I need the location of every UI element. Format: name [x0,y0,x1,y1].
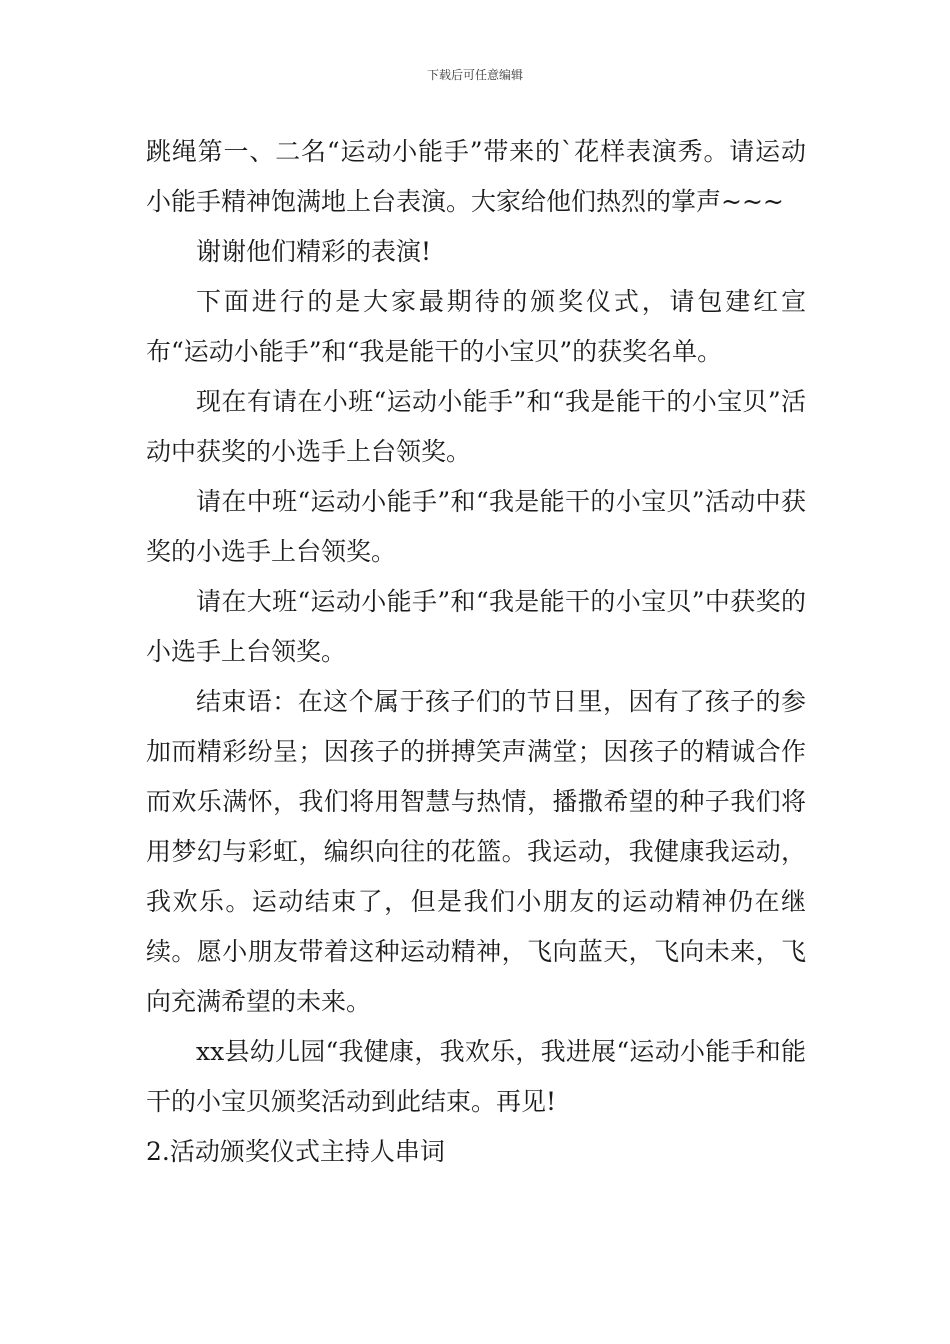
paragraph-5: 请在中班“运动小能手”和“我是能干的小宝贝”活动中获奖的小选手上台领奖。 [146,487,806,566]
document-body [146,127,806,1177]
paragraph-8: xx县幼儿园“我健康，我欢乐，我进展“运动小能手和能干的小宝贝颁奖活动到此结束。再见! [146,1037,806,1116]
page-header-note: 下载后可任意编辑 [426,68,523,82]
paragraph-4: 现在有请在小班“运动小能手”和“我是能干的小宝贝”活动中获奖的小选手上台领奖。 [146,387,806,466]
paragraph-7: 结束语：在这个属于孩子们的节日里，因有了孩子的参加而精彩纷呈；因孩子的拼搏笑声满堂；因孩子的精诚合作而欢乐满怀，我们将用智慧与热情，播撒希望的种子我们将用梦幻与彩虹，编织向往的花篮。我运动，我健康我运动，我欢乐。运动结束了，但是我们小朋友的运动精神仍在继续。愿小朋友带着这种运动精神，飞向蓝天，飞向未来，飞向充满希望的未来。 [146,687,806,1016]
paragraph-2: 谢谢他们精彩的表演! [196,237,432,266]
paragraph-3: 下面进行的是大家最期待的颁奖仪式，请包建红宣布“运动小能手”和“我是能干的小宝贝”的获奖名单。 [146,287,806,366]
paragraph-6: 请在大班“运动小能手”和“我是能干的小宝贝”中获奖的小选手上台领奖。 [146,587,806,666]
section-heading: 2.活动颁奖仪式主持人串词 [146,1137,445,1166]
paragraph-1: 跳绳第一、二名“运动小能手”带来的`花样表演秀。请运动小能手精神饱满地上台表演。大家给他们热烈的掌声~~~ [146,137,806,216]
